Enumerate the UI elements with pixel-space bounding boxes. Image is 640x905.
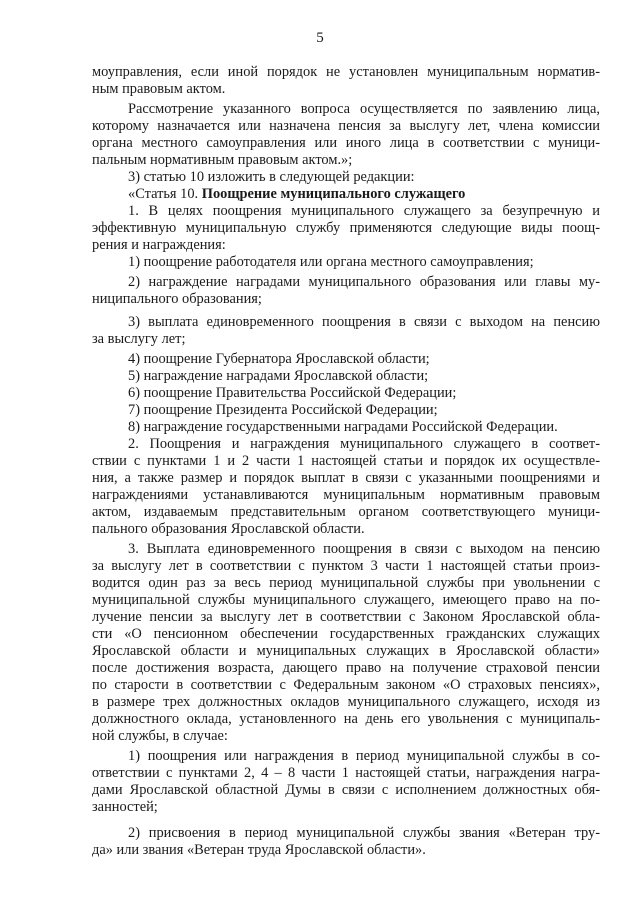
text-line: должностного оклада, установленного на день его увольнения с муниципаль- xyxy=(92,711,600,727)
text-line: сти «О пенсионном обеспечении государственных гражданских служащих xyxy=(92,626,600,642)
text-line: моуправления, если иной порядок не установлен муниципальным норматив- xyxy=(92,64,600,80)
list-item: 1) поощрения или награждения в период муниципальной службы в со- xyxy=(128,748,600,764)
text-line: 3. Выплата единовременного поощрения в связи с выходом на пенсию xyxy=(128,541,600,557)
text-line: дами Ярославской областной Думы в связи с исполнением должностных обя- xyxy=(92,782,600,798)
text-line: в размере трех должностных окладов муниципального служащего, исходя из xyxy=(92,694,600,710)
text-line: органа местного самоуправления или иного лица в соответствии с муници- xyxy=(92,135,600,151)
text-line: Рассмотрение указанного вопроса осуществляется по заявлению лица, xyxy=(128,101,600,117)
text-line: лучение пенсии за выслугу лет в соответствии с Законом Ярославской обла- xyxy=(92,609,600,625)
list-item: 1) поощрение работодателя или органа местного самоуправления; xyxy=(128,254,534,270)
article-heading xyxy=(92,186,600,203)
text-line: которому назначается или назначена пенсия за выслугу лет, члена комиссии xyxy=(92,118,600,134)
text-line: ния, а также размер и порядок выплат в связи с указанными поощрениями и xyxy=(92,470,600,486)
list-item: 5) награждение наградами Ярославской области; xyxy=(128,368,429,384)
text-line: по старости в соответствии с Федеральным законом «О страховых пенсиях», xyxy=(92,677,600,693)
list-item: 6) поощрение Правительства Российской Федерации; xyxy=(128,385,457,401)
text-line: награждениями устанавливаются муниципальным нормативным правовым xyxy=(92,487,600,503)
text-line: актом, издаваемым представительным органом соответствующего муници- xyxy=(92,504,600,520)
text-line: пального образования Ярославской области. xyxy=(92,521,365,537)
list-item: 3) выплата единовременного поощрения в связи с выходом на пенсию xyxy=(128,314,600,330)
text-line: за выслугу лет; xyxy=(92,331,186,347)
list-item: 7) поощрение Президента Российской Федерации; xyxy=(128,402,438,418)
text-line: 3) статью 10 изложить в следующей редакции: xyxy=(128,169,415,185)
page-number: 5 xyxy=(316,30,324,46)
text-line: ствии с пунктами 1 и 2 части 1 настоящей статьи и порядок их осуществле- xyxy=(92,453,600,469)
text-line: после достижения возраста, дающего право на получение страховой пенсии xyxy=(92,660,600,676)
text-line: пальным нормативным правовым актом.»; xyxy=(92,152,353,168)
text-line: за выслугу лет в соответствии с пунктом 3 части 1 настоящей статьи произ- xyxy=(92,558,600,574)
list-item: 2) награждение наградами муниципального образования или главы му- xyxy=(128,274,600,290)
text-line: занностей; xyxy=(92,799,158,815)
text-line: ниципального образования; xyxy=(92,291,262,307)
text-line: 2. Поощрения и награждения муниципального служащего в соответ- xyxy=(128,436,600,452)
text-line: ной службы, в случае: xyxy=(92,728,228,744)
article-title: Поощрение муниципального служащего xyxy=(201,186,466,202)
text-line: эффективную муниципальную службу применяются следующие виды поощ- xyxy=(92,220,600,236)
text-line: ответствии с пунктами 2, 4 – 8 части 1 настоящей статьи, награждения награ- xyxy=(92,765,600,781)
list-item: 4) поощрение Губернатора Ярославской области; xyxy=(128,351,430,367)
text-line: водится один раз за весь период муниципальной службы при увольнении с xyxy=(92,575,600,591)
article-number: «Статья 10. xyxy=(128,186,202,202)
document-body xyxy=(92,64,600,859)
text-line: муниципальной службы муниципального служащего, имеющего право на по- xyxy=(92,592,600,608)
text-line: 1. В целях поощрения муниципального служащего за безупречную и xyxy=(128,203,600,219)
text-line: Ярославской области и муниципальных служащих в Ярославской области» xyxy=(92,643,600,659)
list-item: 8) награждение государственными наградами Российской Федерации. xyxy=(128,419,558,435)
list-item: 2) присвоения в период муниципальной службы звания «Ветеран тру- xyxy=(128,825,600,841)
text-line: ным правовым актом. xyxy=(92,81,226,97)
text-line: рения и награждения: xyxy=(92,237,226,253)
text-line: да» или звания «Ветеран труда Ярославской области». xyxy=(92,842,426,858)
